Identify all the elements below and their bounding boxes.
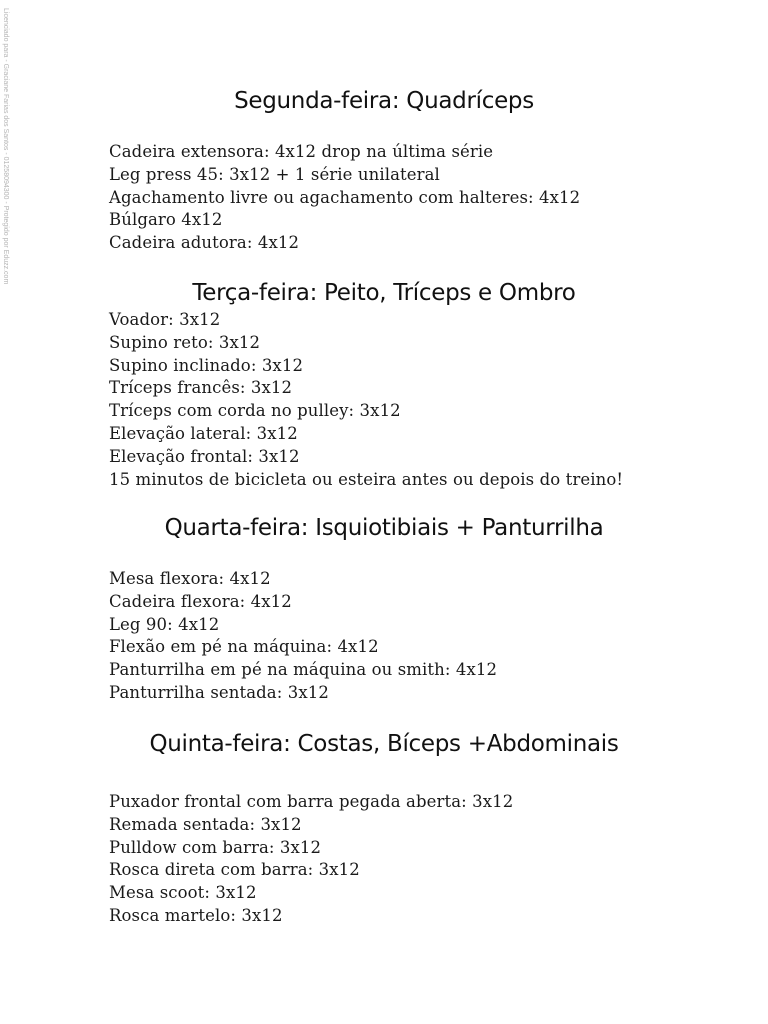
list-item: Rosca martelo: 3x12 (109, 905, 283, 925)
list-item: Flexão em pé na máquina: 4x12 (109, 637, 379, 657)
section-list-tuesday (109, 309, 623, 491)
list-item: Panturrilha em pé na máquina ou smith: 4x12 (109, 660, 498, 680)
list-item: 15 minutos de bicicleta ou esteira antes ou depois do treino! (109, 469, 624, 489)
list-item: Mesa flexora: 4x12 (109, 569, 271, 588)
list-item: Leg 90: 4x12 (109, 614, 220, 634)
list-item: Cadeira flexora: 4x12 (109, 591, 292, 611)
list-item: Búlgaro 4x12 (109, 210, 223, 230)
section-list-monday (109, 141, 580, 255)
list-item: Agachamento livre ou agachamento com halteres: 4x12 (109, 187, 581, 207)
section-list-thursday (109, 791, 513, 928)
section-list-wednesday (109, 568, 497, 705)
list-item: Supino reto: 3x12 (109, 332, 261, 352)
list-item: Elevação lateral: 3x12 (109, 423, 298, 443)
list-item: Elevação frontal: 3x12 (109, 446, 300, 466)
list-item: Supino inclinado: 3x12 (109, 355, 304, 375)
list-item: Voador: 3x12 (109, 310, 221, 329)
watermark-text: Licenciado para - Graciane Farias dos Santos - 01258094300 - Protegido por Eduzz.com (2, 8, 9, 285)
list-item: Mesa scoot: 3x12 (109, 883, 257, 903)
list-item: Tríceps com corda no pulley: 3x12 (109, 401, 401, 421)
list-item: Tríceps francês: 3x12 (109, 378, 293, 398)
list-item: Rosca direta com barra: 3x12 (109, 860, 360, 880)
list-item: Panturrilha sentada: 3x12 (109, 682, 329, 702)
list-item: Puxador frontal com barra pegada aberta: 3x12 (109, 792, 514, 811)
section-title-monday: Segunda-feira: Quadríceps (234, 88, 534, 114)
section-title-wednesday: Quarta-feira: Isquiotibiais + Panturrilha (164, 515, 604, 541)
section-title-thursday: Quinta-feira: Costas, Bíceps +Abdominais (149, 731, 619, 757)
list-item: Leg press 45: 3x12 + 1 série unilateral (109, 164, 440, 184)
list-item: Cadeira extensora: 4x12 drop na última série (109, 142, 494, 161)
section-title-tuesday: Terça-feira: Peito, Tríceps e Ombro (192, 280, 576, 306)
list-item: Remada sentada: 3x12 (109, 814, 302, 834)
list-item: Pulldow com barra: 3x12 (109, 837, 322, 857)
list-item: Cadeira adutora: 4x12 (109, 233, 300, 253)
